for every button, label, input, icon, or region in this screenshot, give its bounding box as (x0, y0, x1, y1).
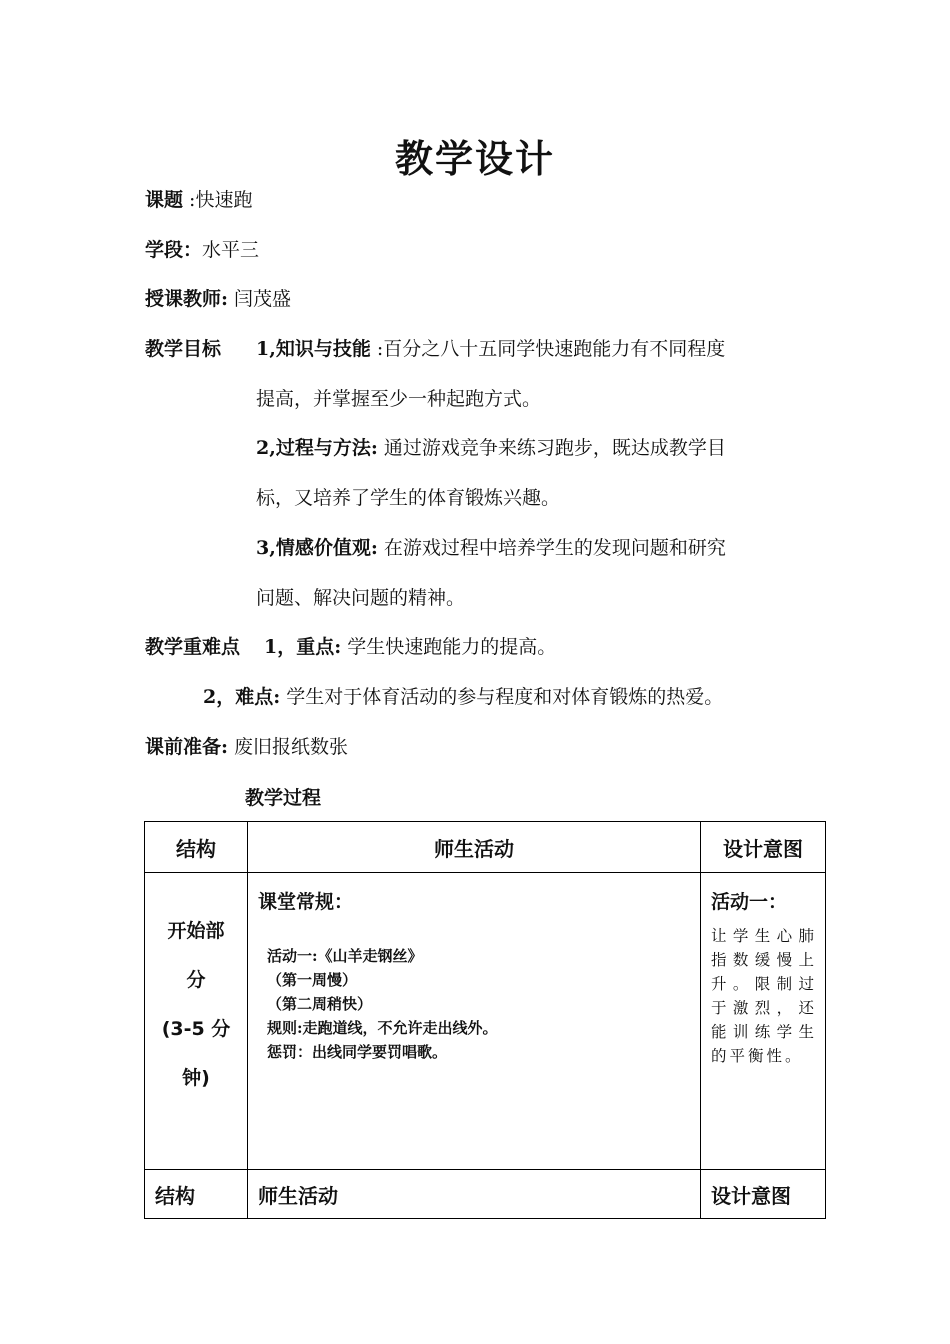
structure-cell (145, 873, 248, 1170)
process-heading: 教学过程 (245, 787, 322, 809)
objectives-label: 教学目标 (145, 338, 222, 360)
activity-line: （第二周稍快） (267, 995, 373, 1013)
difficulty-line (203, 683, 723, 711)
topic-label: 课题 (145, 189, 184, 211)
objective-1-line2: 提高，并掌握至少一种起跑方式。 (256, 388, 542, 410)
objective-2-text: 通过游戏竞争来练习跑步，既达成教学目 (377, 437, 726, 459)
activity-line: 活动一:《山羊走钢丝》 (267, 947, 423, 965)
activity-line: 规则:走跑道线，不允许走出线外。 (267, 1019, 498, 1037)
objective-3-line2: 问题、解决问题的精神。 (256, 587, 466, 609)
focus-label: 1，重点: (264, 636, 342, 658)
table-row (145, 873, 826, 1170)
activity-cell (248, 873, 701, 1170)
process-table (144, 821, 826, 1219)
repeat-header-intent: 设计意图 (701, 1170, 826, 1219)
teacher-label: 授课教师: (145, 288, 229, 310)
preparation-value: 废旧报纸数张 (228, 736, 349, 758)
activity-line: （第一周慢） (267, 971, 358, 989)
preparation-line (145, 733, 348, 761)
header-intent: 设计意图 (701, 822, 826, 873)
difficulty-text: 学生对于体育活动的参与程度和对体育锻炼的热爱。 (280, 686, 724, 708)
objective-1-text: :百分之八十五同学快速跑能力有不同程度 (370, 338, 726, 360)
objective-1-line1 (256, 335, 725, 363)
intent-text: 让学生心肺指数缓慢上升。限制过于激烈，还能训练学生的平衡性。 (711, 927, 817, 1065)
activity-heading: 课堂常规： (258, 891, 354, 913)
structure-line: 分 (186, 969, 206, 991)
structure-line: 开始部 (167, 920, 225, 942)
objective-1-label: 1,知识与技能 (256, 338, 371, 360)
structure-line: 钟) (182, 1067, 210, 1089)
objective-3-line1 (256, 534, 726, 562)
focus-text: 学生快速跑能力的提高。 (341, 636, 557, 658)
key-points-line (145, 633, 556, 661)
header-activity: 师生活动 (248, 822, 701, 873)
structure-line: (3-5 分 (161, 1018, 231, 1040)
objective-2-line2: 标，又培养了学生的体育锻炼兴趣。 (256, 487, 561, 509)
table-header-row (145, 822, 826, 873)
objective-2-line1 (256, 434, 726, 462)
stage-line (145, 236, 259, 264)
preparation-label: 课前准备: (145, 736, 229, 758)
activity-lines (258, 944, 700, 1064)
intent-heading: 活动一： (711, 891, 788, 913)
repeat-header-structure: 结构 (145, 1170, 248, 1219)
objective-3-text: 在游戏过程中培养学生的发现问题和研究 (377, 537, 726, 559)
page-title: 教学设计 (394, 136, 555, 181)
table-repeat-header-row (145, 1170, 826, 1219)
stage-label: 学段： (145, 239, 203, 261)
stage-value: 水平三 (202, 239, 260, 261)
topic-line (145, 186, 252, 214)
teacher-line (145, 285, 291, 313)
difficulty-label: 2，难点: (203, 686, 281, 708)
repeat-header-activity: 师生活动 (248, 1170, 701, 1219)
key-points-label: 教学重难点 (145, 636, 241, 658)
activity-line: 惩罚：出线同学要罚唱歌。 (267, 1043, 448, 1061)
teacher-value: 闫茂盛 (228, 288, 292, 310)
header-structure: 结构 (145, 822, 248, 873)
intent-cell (701, 873, 826, 1170)
objective-2-label: 2,过程与方法: (256, 437, 378, 459)
objective-3-label: 3,情感价值观: (256, 537, 378, 559)
topic-value: :快速跑 (183, 189, 253, 211)
